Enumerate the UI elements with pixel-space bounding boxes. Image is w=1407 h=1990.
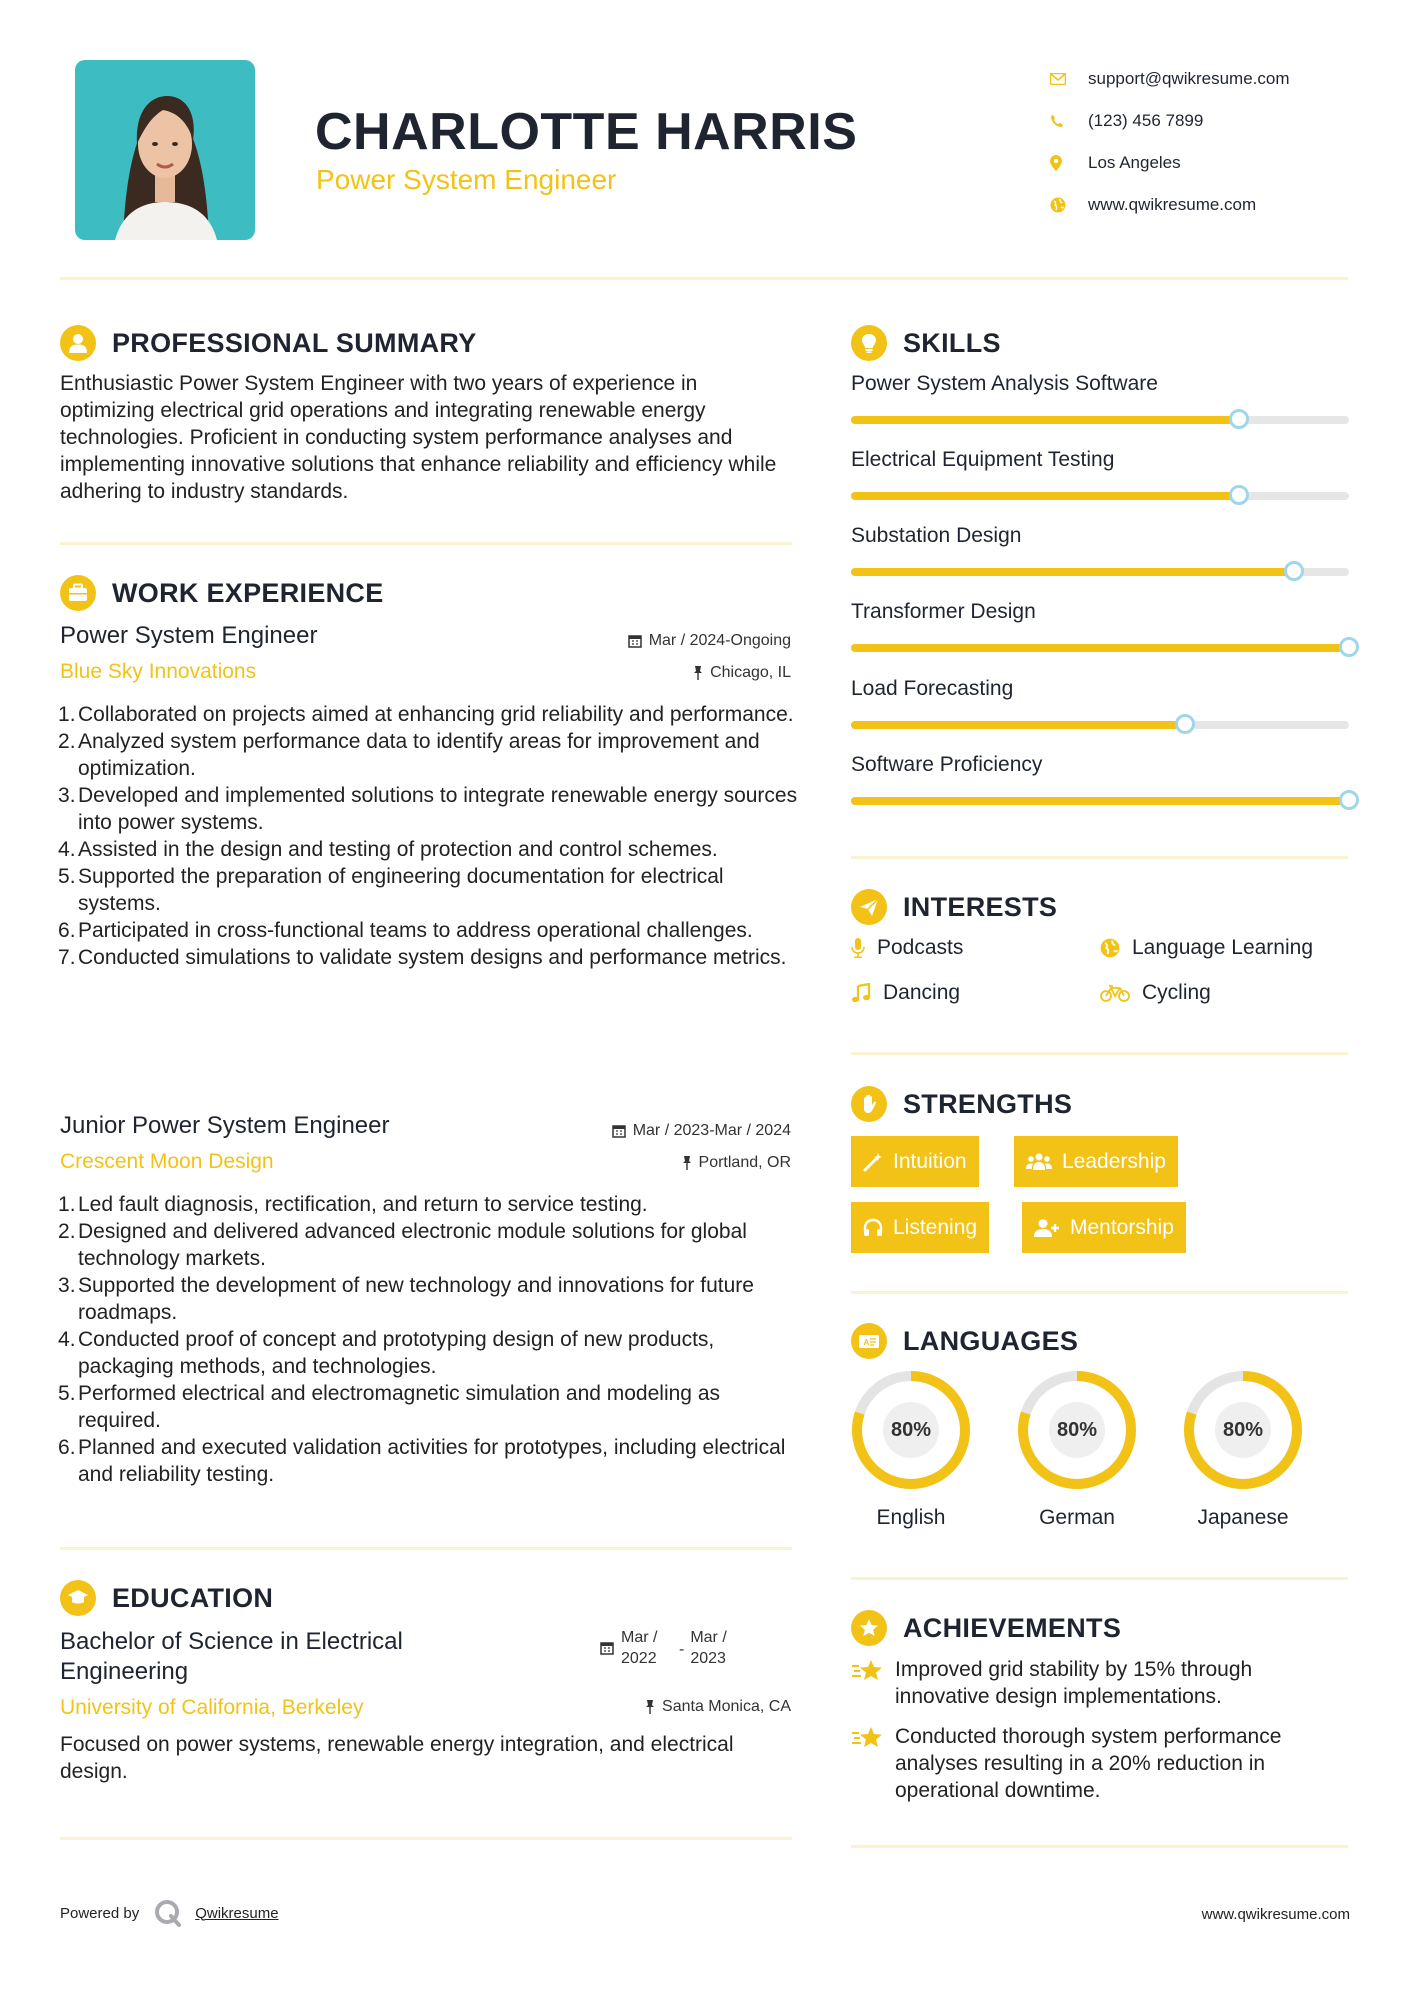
language-percent: 80% — [1222, 1418, 1264, 1441]
job-2-location — [540, 1154, 791, 1172]
job-2-date — [540, 1122, 791, 1140]
list-item: Conducted simulations to validate system designs and performance metrics. — [78, 946, 787, 969]
contact-website-text: www.qwikresume.com — [1088, 195, 1257, 214]
shooting-star-icon — [851, 1656, 895, 1710]
paper-plane-icon — [851, 889, 887, 925]
summary-divider — [60, 542, 792, 545]
contact-list — [1050, 58, 1370, 226]
education-heading — [60, 1578, 273, 1618]
location-icon — [1050, 155, 1088, 171]
language-item — [1015, 1368, 1139, 1530]
education-degree: Bachelor of Science in Electrical Engineering — [60, 1628, 403, 1685]
education-title: EDUCATION — [112, 1582, 274, 1613]
qwikresume-logo-icon — [153, 1898, 183, 1928]
contact-location-text: Los Angeles — [1088, 153, 1181, 172]
skill-label: Power System Analysis Software — [851, 372, 1158, 395]
phone-icon — [1050, 114, 1088, 128]
skill-track — [851, 644, 1349, 652]
skill-fill — [851, 568, 1294, 576]
star-badge-icon — [851, 1610, 887, 1646]
skills-title: SKILLS — [903, 327, 1001, 358]
list-item: Assisted in the design and testing of protection and control schemes. — [78, 838, 718, 861]
strengths-title: STRENGTHS — [903, 1088, 1073, 1119]
skill-fill — [851, 644, 1349, 652]
candidate-name: CHARLOTTE HARRIS — [315, 103, 858, 161]
list-item: Led fault diagnosis, rectification, and return to service testing. — [78, 1193, 648, 1216]
summary-heading — [60, 323, 477, 363]
bicycle-icon — [1100, 984, 1130, 1002]
user-plus-icon — [1034, 1218, 1060, 1238]
education-dates — [600, 1627, 760, 1669]
skill-slider-knob — [1175, 714, 1195, 734]
summary-text: Enthusiastic Power System Engineer with two years of experience in optimizing electrical grid operations and integrating renewable energy technologies. Proficient in conducting system performance analyses and implementing innovative solutions that enhance reliability and efficiency while adhering to industry standards. — [60, 372, 777, 503]
strength-chip — [851, 1202, 989, 1253]
calendar-icon — [628, 634, 642, 648]
interest-item — [1100, 981, 1211, 1005]
summary-title: PROFESSIONAL SUMMARY — [112, 327, 477, 358]
header-divider — [60, 277, 1348, 280]
interest-item — [851, 936, 963, 960]
strength-chip — [1014, 1136, 1178, 1187]
skill-label: Transformer Design — [851, 600, 1036, 623]
achievement-item — [851, 1656, 1351, 1710]
skill-slider-knob — [1229, 485, 1249, 505]
contact-location — [1050, 142, 1370, 184]
skill-item — [851, 448, 1351, 524]
skill-fill — [851, 492, 1239, 500]
skill-label: Load Forecasting — [851, 677, 1014, 700]
language-name: English — [876, 1506, 946, 1529]
list-item: Supported the development of new technology and innovations for future roadmaps. — [78, 1274, 754, 1324]
education-date-start: Mar / 2022 — [621, 1629, 658, 1667]
strength-chip — [1022, 1202, 1186, 1253]
job-1-location-text: Chicago, IL — [710, 664, 791, 681]
skill-item — [851, 753, 1351, 829]
strength-label: Mentorship — [1070, 1215, 1174, 1239]
footer-powered-by — [60, 1898, 279, 1928]
education-divider — [60, 1837, 792, 1840]
job-2-responsibilities — [60, 1191, 800, 1488]
profile-photo — [75, 60, 255, 240]
strength-label: Intuition — [893, 1149, 967, 1173]
contact-website[interactable] — [1050, 184, 1370, 226]
strengths-divider — [851, 1291, 1348, 1294]
education-location — [540, 1698, 791, 1716]
job-2-title: Junior Power System Engineer — [60, 1112, 390, 1139]
skill-item — [851, 372, 1351, 448]
job-1-company: Blue Sky Innovations — [60, 660, 257, 683]
job-1-responsibilities — [60, 701, 800, 971]
powered-by-label: Powered by — [60, 1904, 140, 1922]
education-description: Focused on power systems, renewable energy integration, and electrical design. — [60, 1733, 734, 1783]
list-item: Conducted proof of concept and prototyping design of new products, packaging methods, and technologies. — [78, 1328, 715, 1378]
skill-slider-knob — [1339, 790, 1359, 810]
list-item: Collaborated on projects aimed at enhancing grid reliability and performance. — [78, 703, 794, 726]
job-2-location-text: Portland, OR — [698, 1154, 791, 1171]
language-card-icon — [851, 1323, 887, 1359]
job-1-title: Power System Engineer — [60, 622, 318, 649]
achievements-heading — [851, 1608, 1121, 1648]
pin-icon — [693, 666, 703, 680]
achievements-title: ACHIEVEMENTS — [903, 1612, 1122, 1643]
experience-heading — [60, 573, 384, 613]
candidate-title: Power System Engineer — [316, 164, 617, 195]
languages-divider — [851, 1577, 1348, 1580]
languages-heading — [851, 1321, 1078, 1361]
skill-track — [851, 416, 1349, 424]
skill-slider-knob — [1284, 561, 1304, 581]
calendar-icon — [612, 1124, 626, 1138]
list-item: Participated in cross-functional teams to address operational challenges. — [78, 919, 753, 942]
music-note-icon — [851, 983, 871, 1003]
skill-label: Substation Design — [851, 524, 1022, 547]
list-item: Planned and executed validation activities for prototypes, including electrical and reliability testing. — [78, 1436, 786, 1486]
microphone-icon — [851, 938, 865, 958]
skill-label: Electrical Equipment Testing — [851, 448, 1115, 471]
language-percent: 80% — [1056, 1418, 1098, 1441]
skill-item — [851, 524, 1351, 600]
interest-item — [1100, 936, 1313, 960]
achievement-text: Conducted thorough system performance analyses resulting in a 20% reduction in operational downtime. — [895, 1725, 1282, 1802]
education-location-text: Santa Monica, CA — [662, 1698, 791, 1715]
interest-label: Podcasts — [877, 936, 964, 959]
education-school: University of California, Berkeley — [60, 1696, 364, 1719]
skills-heading — [851, 323, 1001, 363]
language-name: Japanese — [1197, 1506, 1289, 1529]
skill-item — [851, 677, 1351, 753]
interests-divider — [851, 1052, 1348, 1055]
interest-label: Cycling — [1142, 981, 1211, 1004]
email-icon — [1050, 73, 1088, 85]
pin-icon — [645, 1700, 655, 1714]
achievements-divider — [851, 1845, 1348, 1848]
list-item: Designed and delivered advanced electronic module solutions for global technology markets. — [78, 1220, 747, 1270]
interest-label: Dancing — [883, 981, 961, 1004]
skill-fill — [851, 797, 1349, 805]
skill-label: Software Proficiency — [851, 753, 1043, 776]
job-1-date — [540, 632, 791, 650]
interests-heading — [851, 887, 1057, 927]
globe-icon — [1100, 938, 1120, 958]
group-icon — [1026, 1152, 1052, 1172]
experience-title: WORK EXPERIENCE — [112, 577, 384, 608]
language-percent: 80% — [890, 1418, 932, 1441]
interest-label: Language Learning — [1132, 936, 1314, 959]
skill-track — [851, 568, 1349, 576]
contact-email-text: support@qwikresume.com — [1088, 69, 1290, 88]
experience-divider — [60, 1547, 792, 1550]
headphones-icon — [863, 1218, 883, 1238]
achievement-item — [851, 1723, 1351, 1804]
user-icon — [60, 325, 96, 361]
list-item: Performed electrical and electromagnetic simulation and modeling as required. — [78, 1382, 720, 1432]
list-item: Supported the preparation of engineering documentation for electrical systems. — [78, 865, 724, 915]
job-2-company: Crescent Moon Design — [60, 1150, 274, 1173]
skill-fill — [851, 416, 1239, 424]
footer-url[interactable]: www.qwikresume.com — [1201, 1906, 1350, 1923]
list-item: Developed and implemented solutions to integrate renewable energy sources into power systems. — [78, 784, 798, 834]
skills-divider — [851, 856, 1348, 859]
strength-label: Listening — [893, 1215, 978, 1239]
interests-title: INTERESTS — [903, 891, 1058, 922]
briefcase-icon — [60, 575, 96, 611]
date-separator: - — [679, 1641, 685, 1658]
education-date-end: Mar / 2023 — [690, 1629, 727, 1667]
globe-icon — [1050, 197, 1088, 213]
contact-phone[interactable] — [1050, 100, 1370, 142]
languages-title: LANGUAGES — [903, 1325, 1079, 1356]
calendar-icon — [600, 1641, 614, 1655]
strength-label: Leadership — [1062, 1149, 1166, 1173]
skill-item — [851, 600, 1351, 676]
qwikresume-link[interactable]: Qwikresume — [195, 1904, 279, 1922]
contact-email[interactable] — [1050, 58, 1370, 100]
lightbulb-icon — [851, 325, 887, 361]
strength-chip — [851, 1136, 979, 1187]
skill-track — [851, 721, 1349, 729]
hand-icon — [851, 1086, 887, 1122]
skill-track — [851, 797, 1349, 805]
language-item — [849, 1368, 973, 1530]
graduation-icon — [60, 1580, 96, 1616]
list-item: Analyzed system performance data to identify areas for improvement and optimization. — [78, 730, 760, 780]
job-1-location — [540, 664, 791, 682]
job-1-date-text: Mar / 2024-Ongoing — [648, 632, 791, 649]
interest-item — [851, 981, 960, 1005]
language-item — [1181, 1368, 1305, 1530]
shooting-star-icon — [851, 1723, 895, 1804]
pin-icon — [682, 1156, 692, 1170]
contact-phone-text: (123) 456 7899 — [1088, 111, 1204, 130]
strengths-heading — [851, 1084, 1072, 1124]
magic-wand-icon — [863, 1152, 883, 1172]
job-2-date-text: Mar / 2023-Mar / 2024 — [632, 1122, 791, 1139]
skill-track — [851, 492, 1349, 500]
skill-fill — [851, 721, 1185, 729]
skill-slider-knob — [1229, 409, 1249, 429]
svg-text:A: A — [863, 1338, 870, 1347]
skill-slider-knob — [1339, 637, 1359, 657]
language-name: German — [1039, 1506, 1115, 1529]
achievement-text: Improved grid stability by 15% through innovative design implementations. — [895, 1658, 1253, 1708]
